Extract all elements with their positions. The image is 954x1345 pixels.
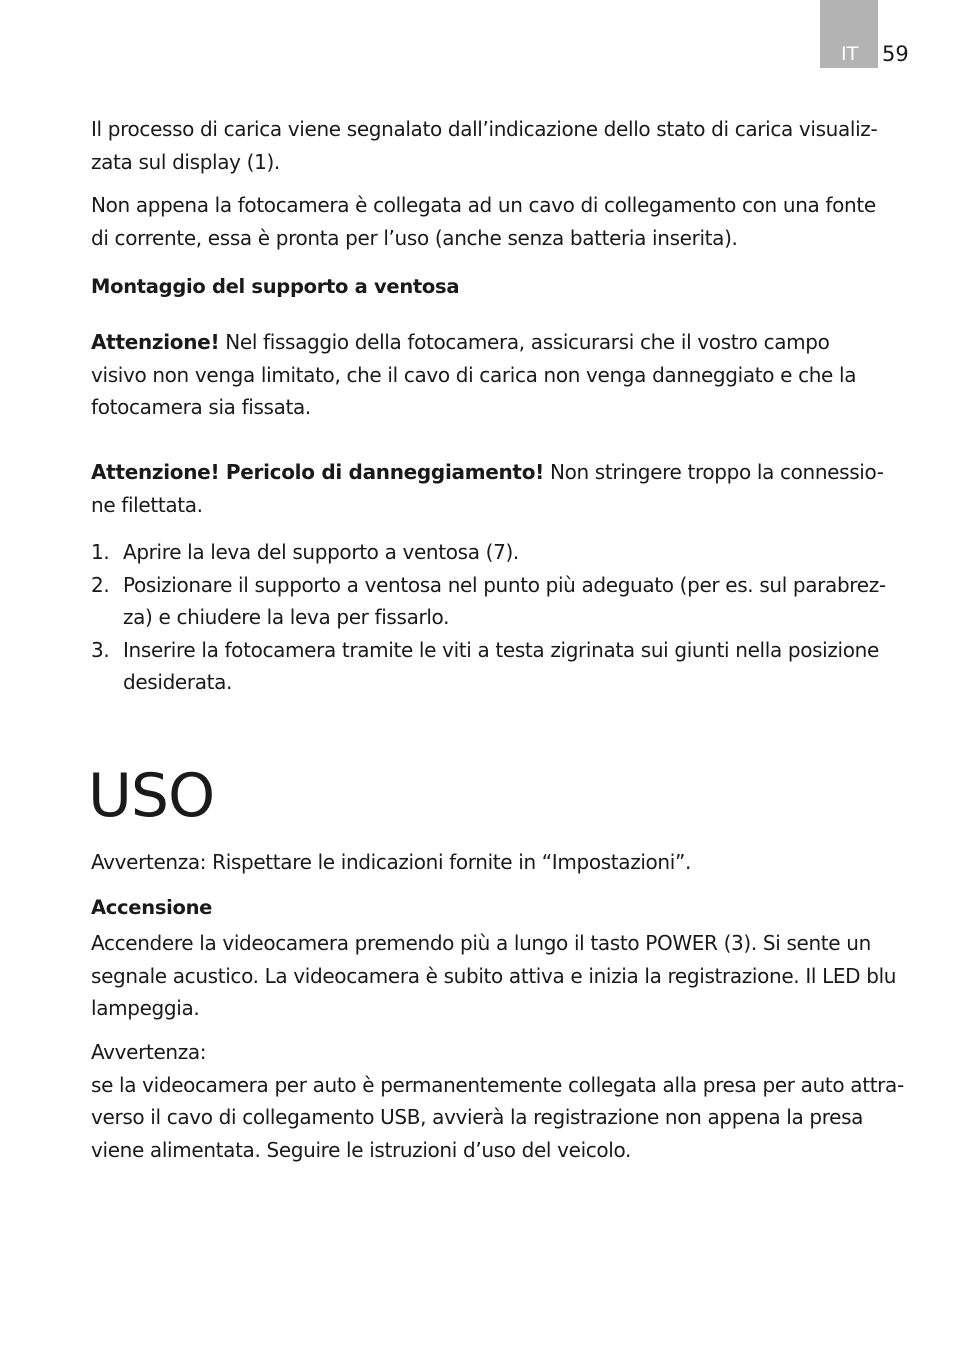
step-1-line-1: Aprire la leva del supporto a ventosa (7). bbox=[123, 540, 519, 564]
step-3-line-2: desiderata. bbox=[123, 670, 233, 694]
power-source-paragraph bbox=[91, 189, 907, 254]
step-number: 3. bbox=[91, 637, 110, 662]
list-item bbox=[91, 569, 911, 634]
step-number: 1. bbox=[91, 540, 110, 564]
step-text bbox=[123, 634, 879, 699]
section-title: USO bbox=[88, 761, 215, 831]
usb-note-line-3: viene alimentata. Seguire le istruzioni d’uso del veicolo. bbox=[91, 1137, 632, 1162]
power-on-line-2: segnale acustico. La videocamera è subito attiva e inizia la registrazione. Il LED blu bbox=[91, 963, 897, 988]
warning-paragraph-1 bbox=[91, 326, 907, 424]
language-tab bbox=[820, 0, 878, 68]
power-on-line-3: lampeggia. bbox=[91, 996, 200, 1020]
warning1-line-3: fotocamera sia fissata. bbox=[91, 395, 311, 419]
warning1-line-2: visivo non venga limitato, che il cavo di carica non venga danneggiato e che la bbox=[91, 362, 857, 387]
list-item bbox=[91, 536, 911, 569]
charging-line-1: Il processo di carica viene segnalato dall’indicazione dello stato di carica visualiz- bbox=[91, 117, 878, 141]
power-source-line-1: Non appena la fotocamera è collegata ad un cavo di collegamento con una fonte bbox=[91, 193, 876, 217]
charging-line-2: zata sul display (1). bbox=[91, 149, 280, 174]
power-source-line-2: di corrente, essa è pronta per l’uso (anche senza batteria inserita). bbox=[91, 225, 738, 250]
step-number: 2. bbox=[91, 572, 110, 597]
usb-note-label: Avvertenza: bbox=[91, 1040, 207, 1064]
step-text bbox=[123, 536, 519, 569]
mount-heading: Montaggio del supporto a ventosa bbox=[91, 275, 460, 298]
usb-note-line-1: se la videocamera per auto è permanentemente collegata alla presa per auto attra- bbox=[91, 1072, 904, 1097]
list-item bbox=[91, 634, 911, 699]
language-label: IT bbox=[841, 43, 859, 65]
warning2-line-2: ne filettata. bbox=[91, 492, 203, 517]
settings-note: Avvertenza: Rispettare le indicazioni fornite in “Impostazioni”. bbox=[91, 850, 691, 874]
step-3-line-1: Inserire la fotocamera tramite le viti a testa zigrinata sui giunti nella posizione bbox=[123, 637, 879, 662]
warning-label-2: Attenzione! Pericolo di danneggiamento! bbox=[91, 460, 544, 484]
usb-note-line-2: verso il cavo di collegamento USB, avvierà la registrazione non appena la presa bbox=[91, 1105, 864, 1129]
usb-note-paragraph bbox=[91, 1036, 907, 1166]
charging-paragraph bbox=[91, 113, 907, 178]
step-text bbox=[123, 569, 886, 634]
mount-steps-list bbox=[91, 536, 911, 699]
warning-paragraph-2 bbox=[91, 456, 907, 521]
warning-label-1: Attenzione! bbox=[91, 330, 220, 354]
warning1-line-1: Nel fissaggio della fotocamera, assicurarsi che il vostro campo bbox=[219, 330, 830, 354]
power-on-line-1: Accendere la videocamera premendo più a lungo il tasto POWER (3). Si sente un bbox=[91, 931, 871, 955]
page-number: 59 bbox=[882, 42, 909, 66]
power-on-heading: Accensione bbox=[91, 896, 213, 919]
power-on-paragraph bbox=[91, 927, 907, 1025]
step-2-line-1: Posizionare il supporto a ventosa nel punto più adeguato (per es. sul parabrez- bbox=[123, 572, 886, 597]
step-2-line-2: za) e chiudere la leva per fissarlo. bbox=[123, 605, 450, 629]
warning2-line-1: Non stringere troppo la connessio- bbox=[543, 460, 884, 484]
